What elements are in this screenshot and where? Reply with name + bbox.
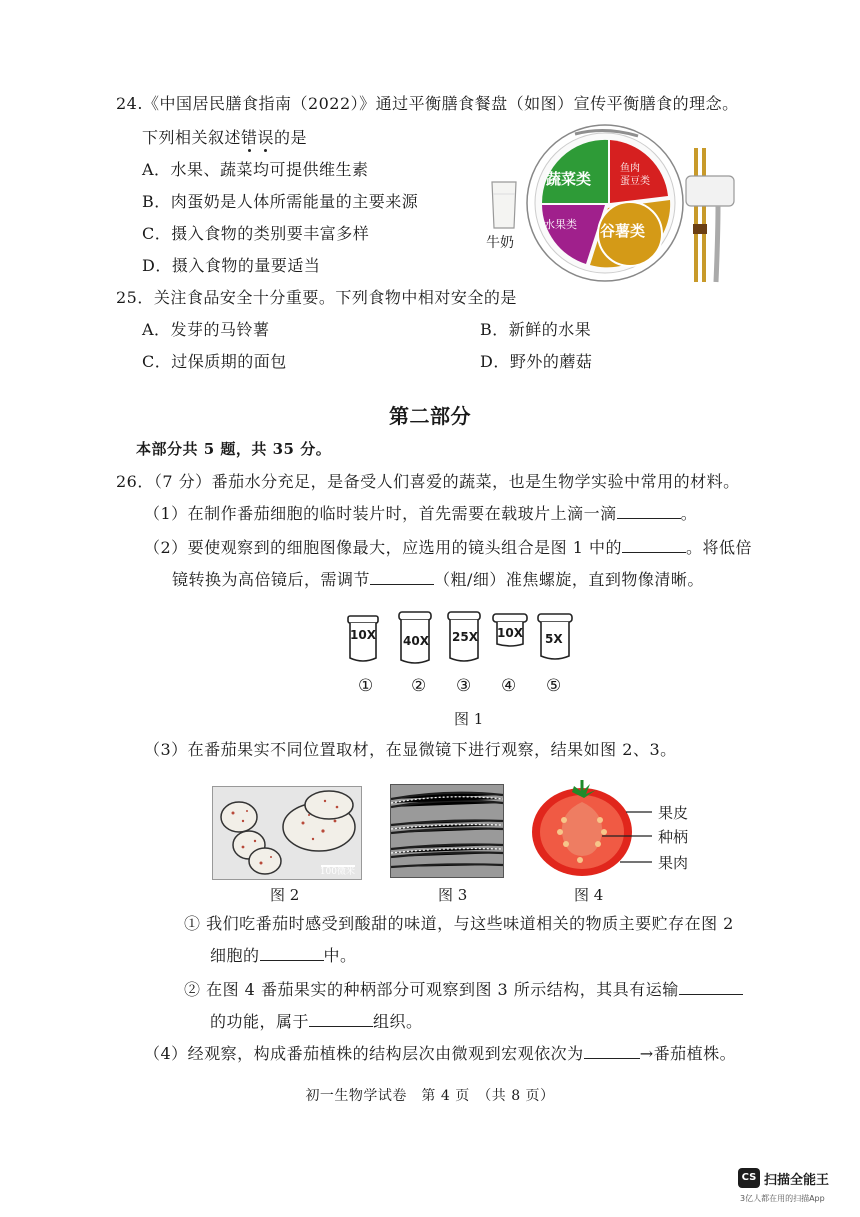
lens-2-label: 40X (403, 634, 429, 648)
part2-title: 第二部分 (389, 404, 471, 428)
fruit-label: 水果类 (544, 218, 577, 231)
q26-sub2-line2: 镜转换为高倍镜后，需调节 （粗/细）准焦螺旋，直到物像清晰。 (172, 570, 704, 589)
q26-sub3-1-line2: 细胞的 中。 (210, 946, 357, 965)
lens-1-label: 10X (350, 628, 376, 642)
tomato-label-stalk: 种柄 (658, 828, 689, 846)
milk-label: 牛奶 (486, 235, 514, 251)
answer-blank[interactable] (370, 570, 434, 585)
lens-num-1: ① (358, 676, 374, 696)
spoon-icon (686, 176, 734, 206)
answer-blank[interactable] (622, 538, 686, 553)
q24-stem-line2: 下列相关叙述错误的是 (142, 128, 308, 147)
q26-stem: 26．（7 分）番茄水分充足，是备受人们喜爱的蔬菜，也是生物学实验中常用的材料。 (116, 472, 740, 491)
q26-sub1: （1）在制作番茄细胞的临时装片时，首先需要在载玻片上滴一滴 。 (144, 504, 698, 523)
lens-num-4: ④ (501, 676, 517, 696)
lens-num-5: ⑤ (546, 676, 562, 696)
answer-blank[interactable] (260, 946, 324, 961)
figure4-caption: 图 4 (574, 886, 604, 904)
milk-glass-icon (492, 182, 516, 228)
veg-label: 蔬菜类 (546, 170, 592, 188)
q26-sub4: （4）经观察，构成番茄植株的结构层次由微观到宏观依次为 →番茄植株。 (144, 1044, 737, 1063)
q25-option-c: C．过保质期的面包 (142, 352, 287, 371)
lens-5-label: 5X (545, 632, 563, 646)
q24-option-d: D．摄入食物的量要适当 (142, 256, 321, 275)
q24-option-c: C．摄入食物的类别要丰富多样 (142, 224, 370, 243)
answer-blank[interactable] (584, 1044, 640, 1059)
scale-bar-label: 100微米 (319, 867, 355, 877)
answer-blank[interactable] (679, 980, 743, 995)
answer-blank[interactable] (617, 504, 681, 519)
lens-4-label: 10X (497, 626, 523, 640)
q26-sub3-1: ① 我们吃番茄时感受到酸甜的味道，与这些味道相关的物质主要贮存在图 2 (184, 914, 734, 933)
q25-stem: 25．关注食品安全十分重要。下列食物中相对安全的是 (116, 288, 517, 307)
q25-option-a: A．发芽的马铃薯 (142, 320, 270, 339)
scanner-tagline: 3亿人都在用的扫描App (740, 1194, 825, 1203)
tomato-label-flesh: 果肉 (658, 854, 689, 872)
q26-sub3-2: ② 在图 4 番茄果实的种柄部分可观察到图 3 所示结构，其具有运输 (184, 980, 743, 1000)
q26-sub3-2-line2: 的功能，属于 组织。 (210, 1012, 423, 1031)
part2-note: 本部分共 5 题，共 35 分。 (136, 440, 332, 458)
q24-stem: 24.《中国居民膳食指南（2022）》通过平衡膳食餐盘（如图）宣传平衡膳食的理念。 (116, 94, 739, 113)
q25-option-d: D．野外的蘑菇 (480, 352, 593, 371)
figure3-caption: 图 3 (438, 886, 468, 904)
lens-num-3: ③ (456, 676, 472, 696)
emphasis-dot: 错 (241, 128, 258, 147)
scanner-brand: 扫描全能王 (764, 1173, 830, 1188)
q25-option-b: B．新鲜的水果 (480, 320, 592, 339)
tomato-label-peel: 果皮 (658, 804, 689, 822)
arrow-icon: → (639, 1044, 654, 1063)
q24-option-a: A．水果、蔬菜均可提供维生素 (142, 160, 369, 179)
figure2-cells-image (212, 786, 362, 880)
chopstick-icon (694, 148, 698, 282)
diet-plate-figure (480, 124, 750, 284)
grain-label: 谷薯类 (600, 222, 646, 240)
q26-sub2: （2）要使观察到的细胞图像最大，应选用的镜头组合是图 1 中的 。将低倍 (144, 538, 753, 557)
answer-blank[interactable] (309, 1012, 373, 1027)
figure2-caption: 图 2 (270, 886, 300, 904)
meat-label: 鱼肉 蛋豆类 (620, 163, 650, 187)
page-footer: 初一生物学试卷 第 4 页 （共 8 页） (305, 1088, 555, 1104)
lens-num-2: ② (411, 676, 427, 696)
figure3-vessel-image (390, 784, 504, 878)
emphasis-dot: 误 (257, 128, 275, 147)
figure1-lenses (340, 608, 580, 668)
lens-3-label: 25X (452, 630, 478, 644)
figure1-caption: 图 1 (454, 710, 484, 728)
q24-option-b: B．肉蛋奶是人体所需能量的主要来源 (142, 192, 419, 211)
scanner-logo-icon: CS (738, 1168, 760, 1188)
q26-sub3: （3）在番茄果实不同位置取材，在显微镜下进行观察，结果如图 2、3。 (144, 740, 677, 759)
